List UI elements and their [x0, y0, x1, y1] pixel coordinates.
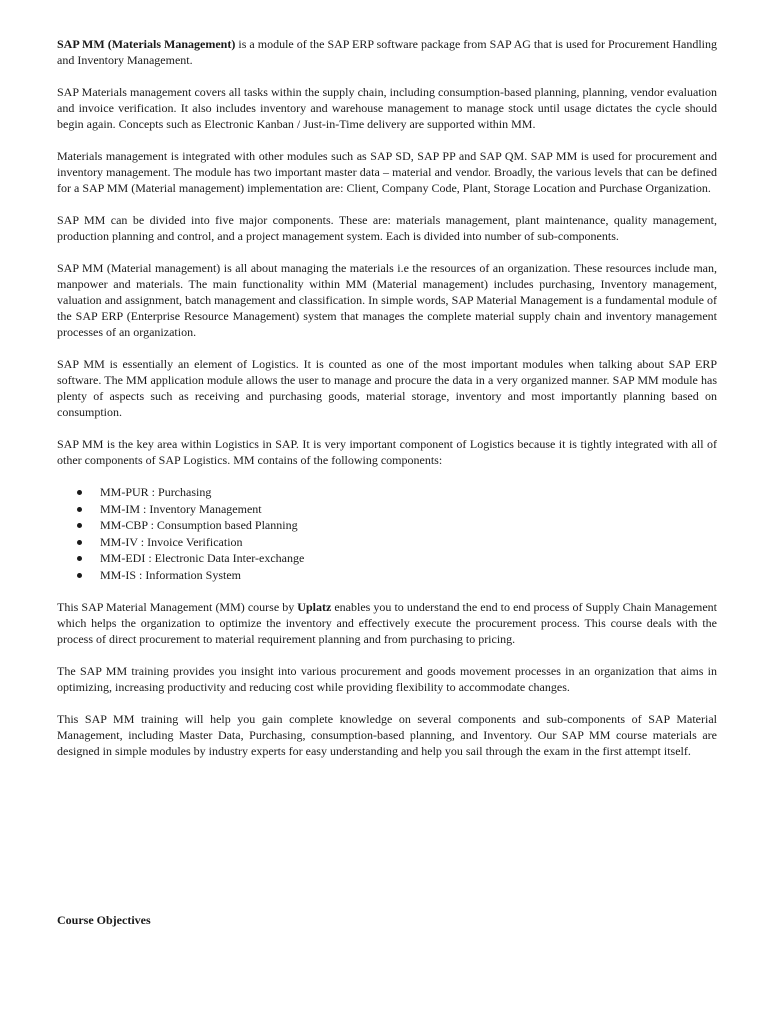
- list-item-text: MM-IM : Inventory Management: [100, 501, 262, 516]
- list-item: [57, 550, 717, 567]
- components-list: [57, 484, 717, 583]
- bullet-icon: [77, 556, 82, 561]
- list-item: [57, 567, 717, 584]
- document-page: [57, 36, 717, 927]
- list-item-text: MM-PUR : Purchasing: [100, 485, 212, 499]
- course-text-after: enables you to understand the end to end process of Supply Chain Management which helps the organization to optimize the inventory and effectively execute the procurement process. This course deals with the process of direct procurement to material requirement planning and from purchasing to pricing.: [57, 600, 717, 646]
- list-item-text: MM-EDI : Electronic Data Inter-exchange: [100, 551, 305, 565]
- paragraph-integration: Materials management is integrated with other modules such as SAP SD, SAP PP and SAP QM. SAP MM is used for procurement and inventory management. The module has two important master data – material and vendor. Broadly, the various levels that can be defined for a SAP MM (Material management) implementation are: Client, Company Code, Plant, Storage Location and Purchase Organization.: [57, 149, 717, 195]
- list-item: [57, 501, 717, 518]
- bullet-icon: [77, 573, 82, 578]
- paragraph-training-insight: The SAP MM training provides you insight into various procurement and goods movement processes in an organization that aims in optimizing, increasing productivity and reducing cost while providing flexibility to accommodate changes.: [57, 664, 717, 694]
- paragraph-course: [57, 599, 717, 647]
- list-item-text: MM-CBP : Consumption based Planning: [100, 518, 298, 532]
- bullet-icon: [77, 523, 82, 528]
- list-item: [57, 517, 717, 534]
- paragraph-major-components: SAP MM can be divided into five major components. These are: materials management, plant maintenance, quality management, production planning and control, and a project management system. Each is divided into number of sub-components.: [57, 213, 717, 243]
- list-item: [57, 534, 717, 551]
- intro-paragraph: [57, 36, 717, 68]
- list-item-text: MM-IV : Invoice Verification: [100, 534, 243, 549]
- paragraph-logistics-element: SAP MM is essentially an element of Logistics. It is counted as one of the most important modules when talking about SAP ERP software. The MM application module allows the user to manage and procure the data in a very organized manner. SAP MM module has plenty of aspects such as receiving and purchasing goods, material storage, inventory and most importantly planning based on consumption.: [57, 357, 717, 419]
- course-provider-name: Uplatz: [297, 600, 332, 614]
- list-item: [57, 484, 717, 501]
- intro-rest: is a module of the SAP ERP software package from SAP AG that is used for Procurement Handling and Inventory Management.: [57, 37, 717, 67]
- bullet-icon: [77, 490, 82, 495]
- intro-bold-lead: SAP MM (Materials Management): [57, 37, 236, 51]
- paragraph-training-knowledge: This SAP MM training will help you gain complete knowledge on several components and sub-components of SAP Material Management, including Master Data, Purchasing, consumption-based planning, and Inventory. Our SAP MM course materials are designed in simple modules by industry experts for easy understanding and help you sail through the exam in the first attempt itself.: [57, 712, 717, 758]
- list-item-text: MM-IS : Information System: [100, 567, 241, 582]
- paragraph-supply-chain: SAP Materials management covers all tasks within the supply chain, including consumption-based planning, planning, vendor evaluation and invoice verification. It also includes inventory and warehouse management to manage stock until usage dictates the cycle should begin again. Concepts such as Electronic Kanban / Just-in-Time delivery are supported within MM.: [57, 85, 717, 131]
- course-objectives-heading: Course Objectives: [57, 913, 151, 927]
- bullet-icon: [77, 507, 82, 512]
- paragraph-managing-materials: SAP MM (Material management) is all about managing the materials i.e the resources of an organization. These resources include man, manpower and materials. The main functionality within MM (Material management) includes purchasing, Inventory management, valuation and assignment, batch management and classification. In simple words, SAP Material Management is a fundamental module of the SAP ERP (Enterprise Resource Management) system that manages the complete material supply chain and inventory management processes of an organization.: [57, 261, 717, 339]
- course-text-before: This SAP Material Management (MM) course by: [57, 600, 298, 614]
- paragraph-key-area: SAP MM is the key area within Logistics in SAP. It is very important component of Logistics because it is tightly integrated with all of other components of SAP Logistics. MM contains of the following components:: [57, 437, 717, 467]
- bullet-icon: [77, 540, 82, 545]
